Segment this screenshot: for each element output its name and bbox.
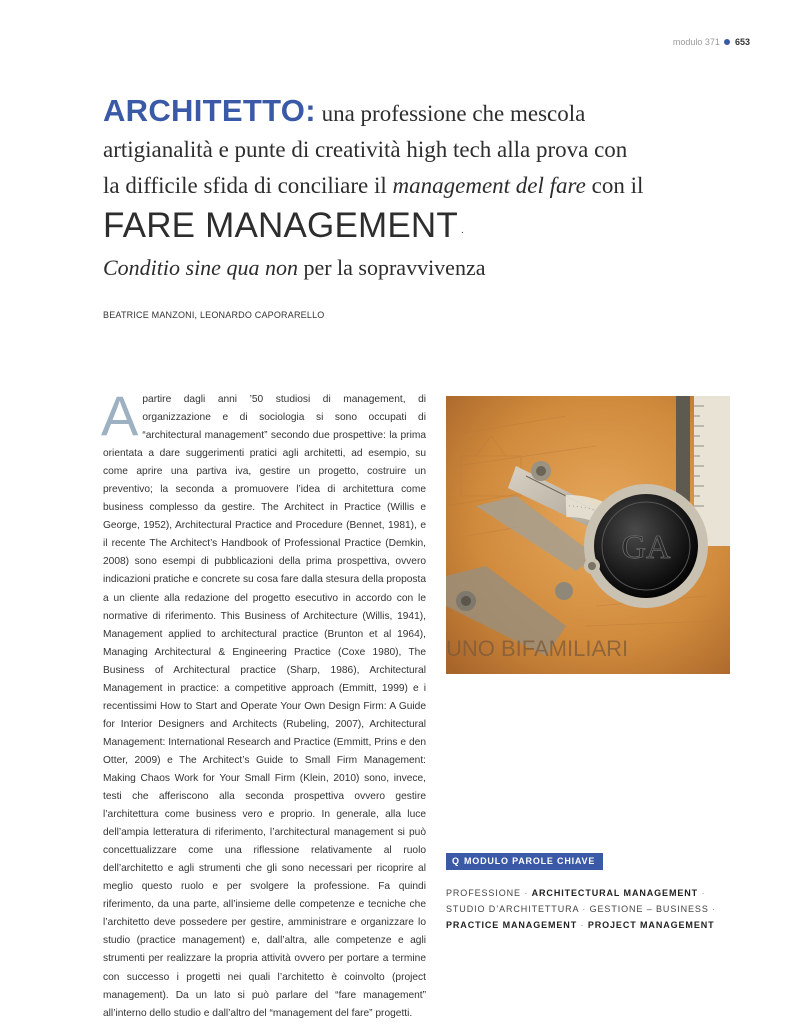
keyword-separator: · (698, 888, 706, 898)
bullet-dot-icon (724, 39, 730, 45)
svg-text:GA: GA (621, 529, 671, 566)
keyword-item: STUDIO D’ARCHITETTURA (446, 904, 579, 914)
keywords-line-2 (446, 901, 736, 917)
module-label: modulo 371 (672, 37, 720, 47)
keyword-item: PRACTICE MANAGEMENT (446, 920, 578, 930)
keyword-separator: · (520, 888, 532, 898)
page-number (673, 37, 750, 47)
fare-management-suffix: . (460, 225, 464, 236)
article-body (101, 384, 426, 1023)
fare-management-text: FARE MANAGEMENT (103, 206, 458, 245)
drafting-machine-photo (446, 396, 730, 674)
magnifier-icon: Q (452, 856, 460, 866)
title-line-1 (103, 93, 703, 132)
authors: BEATRICE MANZONI, LEONARDO CAPORARELLO (103, 310, 325, 320)
keyword-separator: · (577, 920, 588, 930)
subtitle (103, 253, 703, 283)
drop-cap: A (101, 384, 139, 447)
title-line3-post: con il (585, 173, 644, 198)
article-text: partire dagli anni ’50 studiosi di management, di organizzazione e di sociologia si sono occupati di “architectural management” secondo due prospettive: la prima orientata a dare suggerimenti pratici agli architetti, ad esempio, su come aprire una partiva iva, gestire un progetto, costruire un preventivo; la seconda a promuovere l’idea di architettura come business complesso da gestire. The Architect in Practice (Willis e George, 1952), Architectural Practice and Procedure (Bennet, 1981), e il recente The Architect’s Handbook of Professional Practice (Demkin, 2008) sono esempi di pubblicazioni della prima prospettiva, ovvero indicazioni pratiche e concrete su cosa fare dalla stesura della proposta a un cliente alla redazione del progetto esecutivo in accordo con le normative di riferimento. This Business of Architecture (Willis, 1941), Management applied to architectural practice (Brunton et al 1964), Managing Architectural & Engineering Practice (Coxe 1980), The Business of Architectural practice (Sharp, 1986), Architectural Management in practice: a competitive approach (Emmitt, 1999) e i recentissimi How to Start and Operate Your Own Design Firm: A Guide for Interior Designers and Architects (Rubeling, 2007), Architectural Management: International Research and Practice (Emmitt, Prins e den Otter, 2009) e The Architect’s Guide to Small Firm Management: Making Chaos Work for Your Small Firm (Klein, 2010) sono, invece, testi che afferiscono alla seconda prospettiva ovvero gestire l’architettura come business vero e proprio. In generale, alla luce dell’ampia letteratura di riferimento, l’architectural management si può concettualizzare come una riflessione relativamente al ruolo dell’architetto e agli strumenti che gli sono necessari per ricoprire al meglio questo ruolo e per svolgere la professione. Fa quindi riferimento, da una parte, all’insieme delle competenze e tecniche che l’architetto deve possedere per gestire, amministrare e organizzare lo studio (practice management) e, dall’altra, alle competenze e agli strumenti per realizzare la propria attività ovvero per portare a termine con successo i progetti nei quali l’architetto è coinvolto (project management). Da un lato si può parlare del “fare management” all’interno dello studio e dall’altro del “management del fare” progetti. (103, 394, 426, 1019)
keyword-item: ARCHITECTURAL MANAGEMENT (531, 888, 699, 898)
article-photo (446, 396, 730, 674)
title-architetto: ARCHITETTO: (103, 93, 316, 128)
photo-lettering: UNO BIFAMILIARI (446, 636, 629, 661)
keywords-line-1 (446, 885, 736, 901)
title-line3-italic: management del fare (392, 173, 586, 198)
keywords-badge (446, 853, 603, 870)
keyword-item: PROJECT MANAGEMENT (587, 920, 715, 930)
keywords-line-3 (446, 917, 736, 933)
keyword-separator: · (708, 904, 717, 914)
article-title (103, 93, 703, 283)
keywords-badge-label: MODULO PAROLE CHIAVE (464, 856, 596, 866)
subtitle-rest: per la sopravvivenza (297, 255, 486, 280)
subtitle-italic: Conditio sine qua non (103, 255, 298, 280)
title-line1-rest: una professione che mescola (315, 101, 586, 126)
keyword-item: PROFESSIONE (446, 888, 521, 898)
title-fare-management (103, 204, 703, 253)
page-number-value: 653 (734, 37, 750, 47)
title-line-3 (103, 168, 703, 204)
keyword-item: GESTIONE – BUSINESS (589, 904, 709, 914)
keyword-separator: · (578, 904, 590, 914)
title-line3-pre: la difficile sfida di conciliare il (103, 173, 393, 198)
keywords-list (446, 885, 736, 933)
title-line-2: artigianalità e punte di creatività high tech alla prova con (103, 137, 628, 162)
